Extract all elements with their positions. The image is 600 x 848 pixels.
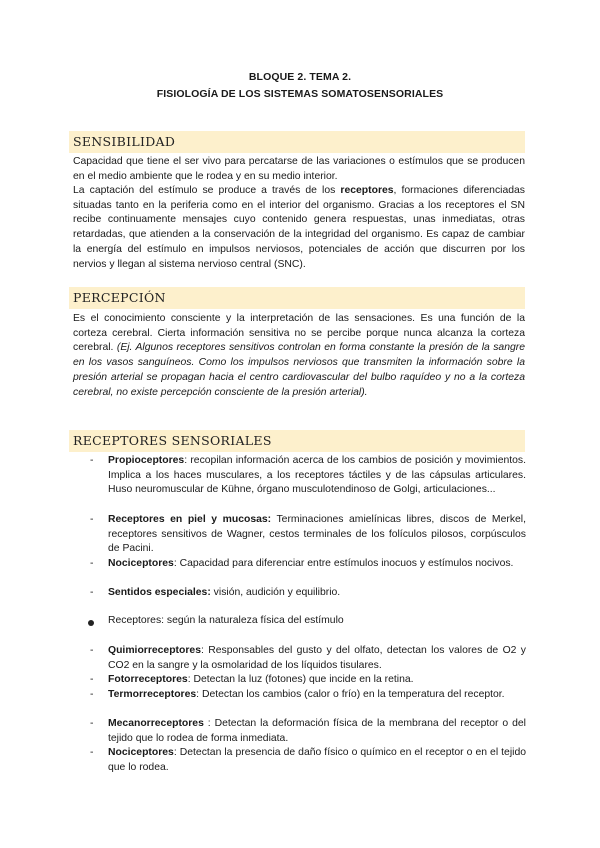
list-dash: - [90, 674, 94, 685]
list-item-nociceptores-2: Nociceptores: Detectan la presencia de daño físico o químico en el receptor o en el tejido que lo rodea. [108, 747, 526, 773]
list-dash: - [90, 747, 94, 758]
list-dash: - [90, 689, 94, 700]
bullet-icon [88, 620, 94, 626]
list-dash: - [90, 587, 94, 598]
list-item-sentidos-especiales: Sentidos especiales: visión, audición y equilibrio. [108, 587, 341, 598]
list-item-fotorreceptores: Fotorreceptores: Detectan la luz (fotones) que incide en la retina. [108, 674, 414, 685]
list-dash: - [90, 455, 94, 466]
section-heading-receptores: RECEPTORES SENSORIALES [73, 433, 272, 448]
document-title-line2: FISIOLOGÍA DE LOS SISTEMAS SOMATOSENSORIALES [156, 88, 444, 100]
list-dash: - [90, 558, 94, 569]
sensibilidad-paragraph-1: Capacidad que tiene el ser vivo para percatarse de las variaciones o estímulos que se producen en el medio ambiente que le rodea y en su medio interior. [73, 156, 525, 182]
list-item-mecanorreceptores: Mecanorreceptores : Detectan la deformación física de la membrana del receptor o del tejido que lo rodea de forma inmediata. [108, 718, 526, 744]
list-item-propioceptores: Propioceptores: recopilan información acerca de los cambios de posición y movimientos. Implica a los haces musculares, a los receptores táctiles y de las cápsulas articulares. Huso neuromuscular de Kühne, órgano musculotendinoso de Golgi, articulaciones... [108, 455, 526, 496]
sensibilidad-paragraph-2: La captación del estímulo se produce a través de los receptores, formaciones diferenciadas situadas tanto en la periferia como en el interior del organismo. Gracias a los receptores el SN recibe continuamente mensajes cuyo contenido genera respuestas, unas inmediatas, otras retardadas, que atienden a la conservación de la integridad del organismo. Es capaz de cambiar la energía del estímulo en impulsos nerviosos, potenciales de acción que discurren por los nervios y llegan al sistema nervioso central (SNC). [73, 185, 525, 270]
bullet-item-naturaleza: Receptores: según la naturaleza física del estímulo [108, 615, 344, 626]
list-item-receptores-piel: Receptores en piel y mucosas: Terminaciones amielínicas libres, discos de Merkel, receptores sensitivos de Wagner, cestos terminales de los folículos pilosos, corpúsculos de Pacini. [108, 514, 526, 555]
document-title-line1: BLOQUE 2. TEMA 2. [248, 71, 352, 83]
list-item-termorreceptores: Termorreceptores: Detectan los cambios (calor o frío) en la temperatura del receptor. [108, 689, 505, 700]
section-heading-percepcion: PERCEPCIÓN [73, 290, 166, 305]
percepcion-paragraph: Es el conocimiento consciente y la interpretación de las sensaciones. Es una función de la corteza cerebral. Cierta información sensitiva no se percibe porque nunca alcanza la corteza cerebral. (Ej. Algunos receptores sensitivos controlan en forma constante la presión de la sangre en los vasos sanguíneos. Como los impulsos nerviosos que transmiten la información sobre la presión arterial se propagan hacia el centro cardiovascular del bulbo raquídeo y no a la corteza cerebral, no existe percepción consciente de la presión arterial). [73, 313, 525, 398]
receptores-bold: receptores [340, 185, 394, 196]
list-item-nociceptores: Nociceptores: Capacidad para diferenciar entre estímulos inocuos y estímulos nocivos. [108, 558, 514, 569]
percepcion-example-italic: (Ej. Algunos receptores sensitivos controlan en forma constante la presión de la sangre en los vasos sanguíneos. Como los impulsos nerviosos que transmiten la información sobre la presión arterial se propagan hacia el centro cardiovascular del bulbo raquídeo y no a la corteza cerebral, no existe percepción consciente de la presión arterial). [73, 342, 525, 398]
list-dash: - [90, 645, 94, 656]
list-dash: - [90, 718, 94, 729]
section-heading-sensibilidad: SENSIBILIDAD [73, 134, 176, 149]
list-dash: - [90, 514, 94, 525]
list-item-quimiorreceptores: Quimiorreceptores: Responsables del gusto y del olfato, detectan los valores de O2 y CO2 en la sangre y la osmolaridad de los líquidos tisulares. [108, 645, 526, 671]
